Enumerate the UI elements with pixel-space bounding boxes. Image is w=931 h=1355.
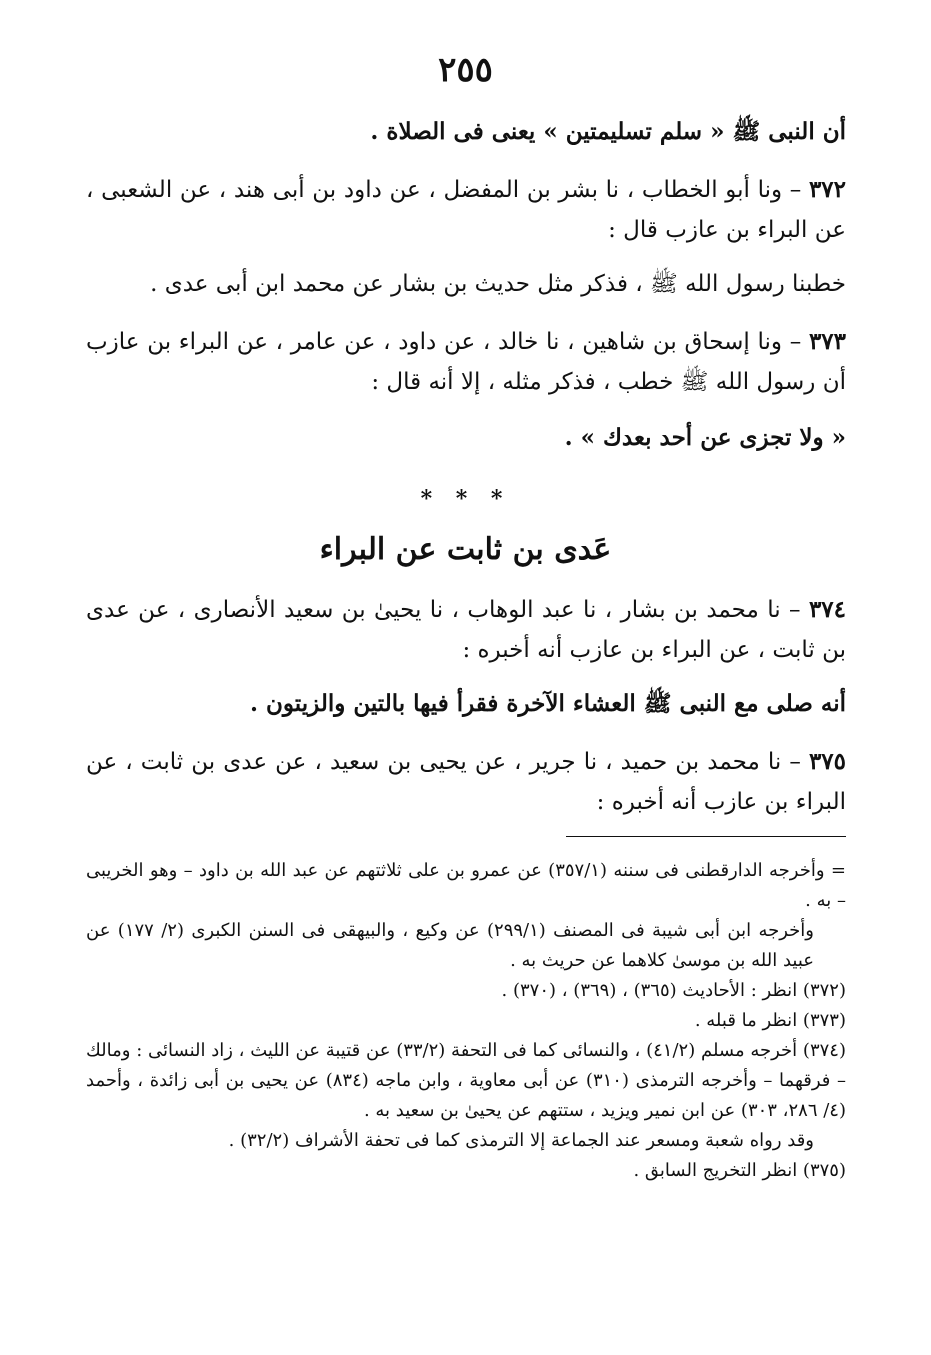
footnote-continuation <box>86 856 846 916</box>
hadith-372 <box>86 170 846 250</box>
hadith-number-374: ٣٧٤ <box>808 596 846 623</box>
text-line-5: « ولا تجزى عن أحد بعدك » . <box>564 424 846 451</box>
footnotes <box>86 856 846 1186</box>
section-separator: * * * <box>420 486 511 512</box>
hadith-375-text: – نا محمد بن حميد ، نا جرير ، عن يحيى بن سعيد ، عن عدى بن ثابت ، عن البراء بن عازب أنه أخبره : <box>86 749 846 815</box>
hadith-372-text: – ونا أبو الخطاب ، نا بشر بن المفضل ، عن داود بن أبى هند ، عن الشعبى ، عن البراء بن عازب قال : <box>86 177 846 243</box>
footnote-372: (٣٧٢) انظر : الأحاديث (٣٦٥) ، (٣٦٩) ، (٣٧٠) . <box>501 980 846 1001</box>
footnote-375: (٣٧٥) انظر التخريج السابق . <box>633 1160 846 1181</box>
hadith-number-373: ٣٧٣ <box>808 328 846 355</box>
footnote-divider <box>566 836 846 837</box>
hadith-373-text: – ونا إسحاق بن شاهين ، نا خالد ، عن داود ، عن عامر ، عن البراء بن عازب أن رسول الله ﷺ خطب ، فذكر مثله ، إلا أنه قال : <box>86 329 846 395</box>
text-line-1: أن النبى ﷺ « سلم تسليمتين » يعنى فى الصلاة . <box>370 118 846 145</box>
footnote-1: وأخرجه ابن أبى شيبة فى المصنف (٢٩٩/١) عن وكيع ، والبيهقى فى السنن الكبرى (٢/ ١٧٧) عن عبيد الله بن موسىٰ كلاهما عن حريث به . <box>86 920 814 971</box>
page-number: ٢٥٥ <box>438 50 493 90</box>
footnote-374: (٣٧٤) أخرجه مسلم (٤١/٢) ، والنسائى كما فى التحفة (٣٣/٢) عن قتيبة عن الليث ، زاد النسائى : ومالك – فرقهما – وأخرجه الترمذى (٣١٠) عن أبى معاوية ، وابن ماجه (٨٣٤) عن يحيى بن أبى زائدة ، وأحمد (٤/ ٢٨٦، ٣٠٣) عن ابن نمير ويزيد ، ستتهم عن يحيىٰ بن سعيد به . <box>86 1040 847 1121</box>
footnote-374-cont: وقد رواه شعبة ومسعر عند الجماعة إلا الترمذى كما فى تحفة الأشراف (٣٢/٢) . <box>228 1130 814 1151</box>
continuation-mark: = <box>830 860 847 881</box>
hadith-number-375: ٣٧٥ <box>808 748 846 775</box>
hadith-374 <box>86 590 846 670</box>
section-title: عَدى بن ثابت عن البراء <box>319 532 612 567</box>
hadith-374-text: – نا محمد بن بشار ، نا عبد الوهاب ، نا يحيىٰ بن سعيد الأنصارى ، عن عدى بن ثابت ، عن البراء بن عازب أنه أخبره : <box>86 597 846 663</box>
text-line-3: خطبنا رسول الله ﷺ ، فذكر مثل حديث بن بشار عن محمد ابن أبى عدى . <box>150 271 846 297</box>
footnote-373: (٣٧٣) انظر ما قبله . <box>694 1010 846 1031</box>
footnote-0-text: وأخرجه الدارقطنى فى سننه (٣٥٧/١) عن عمرو بن على ثلاثتهم عن عبد الله بن داود – وهو الخريبى – به . <box>86 860 846 911</box>
hadith-375 <box>86 742 846 822</box>
hadith-number-372: ٣٧٢ <box>808 176 846 203</box>
text-line-7: أنه صلى مع النبى ﷺ العشاء الآخرة فقرأ فيها بالتين والزيتون . <box>250 690 846 717</box>
hadith-373 <box>86 322 846 402</box>
